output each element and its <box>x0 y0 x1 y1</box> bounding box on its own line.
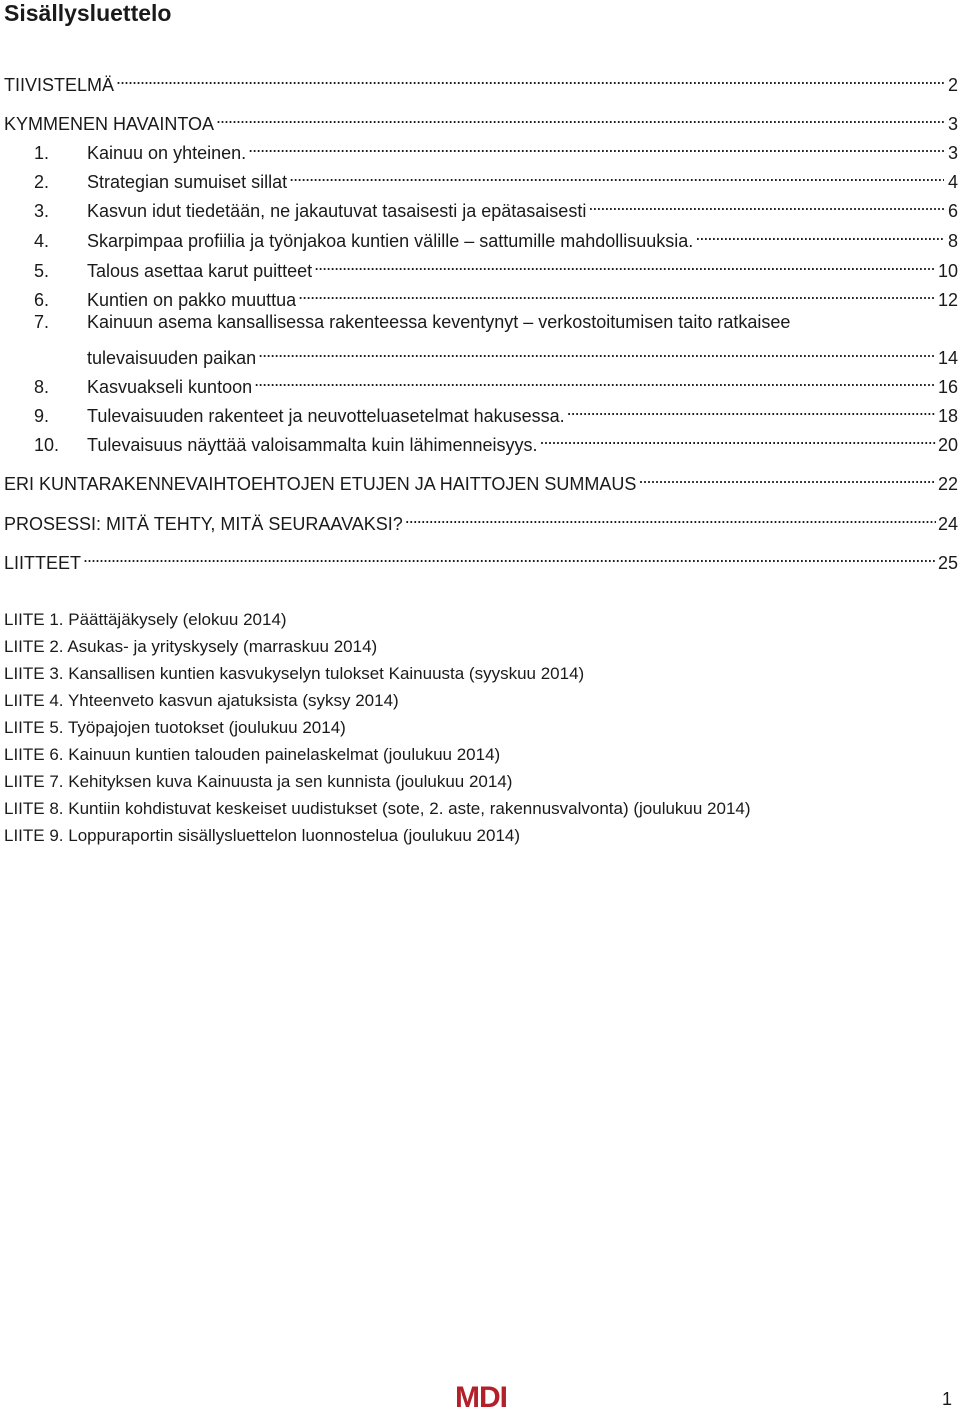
toc-entry-number: 1. <box>34 143 50 163</box>
toc-entry-page: 22 <box>937 474 958 494</box>
appendix-item <box>4 743 500 767</box>
toc-leader-dots <box>588 191 944 217</box>
appendix-item <box>4 608 287 632</box>
toc-entry-2[interactable] <box>34 162 960 192</box>
appendix-text: Kuntiin kohdistuvat keskeiset uudistukset (sote, 2. aste, rakennusvalvonta) (joulukuu 2014) <box>68 799 751 818</box>
toc-leader-dots <box>216 104 944 130</box>
appendix-item <box>4 797 751 821</box>
appendix-text: Kehityksen kuva Kainuusta ja sen kunnista (joulukuu 2014) <box>68 772 513 791</box>
toc-leader-dots <box>695 221 944 247</box>
appendix-label: LIITE 3. <box>4 664 64 683</box>
appendix-item <box>4 662 584 686</box>
appendix-text: Kansallisen kuntien kasvukyselyn tulokset Kainuusta (syyskuu 2014) <box>68 664 585 683</box>
toc-entry-number: 4. <box>34 231 50 251</box>
toc-leader-dots <box>248 133 944 159</box>
appendix-item <box>4 770 512 794</box>
toc-entry-title: PROSESSI: MITÄ TEHTY, MITÄ SEURAAVAKSI? <box>4 514 403 534</box>
toc-leader-dots <box>540 425 936 451</box>
toc-entry-title: Kainuu on yhteinen. <box>87 143 247 163</box>
appendix-item <box>4 689 399 713</box>
toc-entry-number: 5. <box>34 261 50 281</box>
appendix-label: LIITE 6. <box>4 745 64 764</box>
toc-entry-title: Skarpimpaa profiilia ja työnjakoa kuntien välille – sattumille mahdollisuuksia. <box>87 231 694 251</box>
appendix-label: LIITE 7. <box>4 772 64 791</box>
toc-entry-liitteet[interactable] <box>4 543 960 573</box>
toc-entry-title-continued: tulevaisuuden paikan <box>87 348 257 368</box>
toc-entry-number: 2. <box>34 172 50 192</box>
toc-entry-title: Tulevaisuuden rakenteet ja neuvotteluasetelmat hakusessa. <box>87 406 565 426</box>
toc-entry-number: 9. <box>34 406 50 426</box>
mdi-logo <box>450 1380 512 1412</box>
toc-entry-6[interactable] <box>34 280 960 310</box>
toc-entry-title: KYMMENEN HAVAINTOA <box>4 114 215 134</box>
page-title: Sisällysluettelo <box>4 0 172 26</box>
toc-entry-4[interactable] <box>34 221 960 251</box>
appendix-label: LIITE 2. <box>4 637 64 656</box>
appendix-text: Työpajojen tuotokset (joulukuu 2014) <box>67 718 346 737</box>
toc-entry-prosessi[interactable] <box>4 504 960 534</box>
toc-entry-9[interactable] <box>34 396 960 426</box>
toc-entry-page: 10 <box>937 261 958 281</box>
toc-entry-page: 24 <box>937 514 958 534</box>
appendix-label: LIITE 9. <box>4 826 64 845</box>
toc-entry-1[interactable] <box>34 133 960 163</box>
toc-entry-7[interactable] <box>34 309 960 335</box>
toc-entry-page: 6 <box>947 201 958 221</box>
toc-entry-title: Kainuun asema kansallisessa rakenteessa keventynyt – verkostoitumisen taito ratkaisee <box>87 312 791 332</box>
appendix-text: Loppuraportin sisällysluettelon luonnostelua (joulukuu 2014) <box>68 826 521 845</box>
toc-entry-number: 6. <box>34 290 50 310</box>
toc-leader-dots <box>638 464 936 490</box>
toc-entry-title: Strategian sumuiset sillat <box>87 172 288 192</box>
toc-entry-title: LIITTEET <box>4 553 82 573</box>
toc-entry-number: 8. <box>34 377 50 397</box>
toc-entry-page: 12 <box>937 290 958 310</box>
toc-entry-3[interactable] <box>34 191 960 221</box>
toc-entry-title: Talous asettaa karut puitteet <box>87 261 313 281</box>
appendix-label: LIITE 8. <box>4 799 64 818</box>
appendix-item <box>4 824 520 848</box>
appendix-label: LIITE 4. <box>4 691 64 710</box>
toc-entry-summaus[interactable] <box>4 464 960 494</box>
page-number: 1 <box>941 1389 952 1409</box>
toc-entry-5[interactable] <box>34 251 960 281</box>
toc-leader-dots <box>258 338 936 364</box>
toc-leader-dots <box>254 367 936 393</box>
toc-leader-dots <box>298 280 936 306</box>
toc-entry-title: ERI KUNTARAKENNEVAIHTOEHTOJEN ETUJEN JA HAITTOJEN SUMMAUS <box>4 474 637 494</box>
toc-leader-dots <box>567 396 936 422</box>
toc-leader-dots <box>83 543 936 569</box>
toc-leader-dots <box>289 162 944 188</box>
toc-entry-title: TIIVISTELMÄ <box>4 75 115 95</box>
toc-entry-page: 16 <box>937 377 958 397</box>
toc-entry-number: 3. <box>34 201 50 221</box>
appendix-item <box>4 635 377 659</box>
toc-entry-number: 7. <box>34 312 50 332</box>
appendix-label: LIITE 1. <box>4 610 64 629</box>
toc-entry-page: 18 <box>937 406 958 426</box>
toc-entry-number: 10. <box>34 435 60 455</box>
toc-entry-page: 14 <box>937 348 958 368</box>
toc-entry-10[interactable] <box>34 425 960 455</box>
appendix-text: Kainuun kuntien talouden painelaskelmat (joulukuu 2014) <box>68 745 501 764</box>
toc-leader-dots <box>314 251 936 277</box>
appendix-text: Asukas- ja yrityskysely (marraskuu 2014) <box>67 637 378 656</box>
toc-entry-page: 8 <box>947 231 958 251</box>
toc-entry-tiivistelma[interactable] <box>4 65 960 95</box>
toc-entry-page: 3 <box>947 114 958 134</box>
appendix-text: Päättäjäkysely (elokuu 2014) <box>68 610 287 629</box>
toc-entry-8[interactable] <box>34 367 960 397</box>
toc-entry-kymmenen-havaintoa[interactable] <box>4 104 960 134</box>
toc-leader-dots <box>405 504 936 530</box>
toc-entry-page: 3 <box>947 143 958 163</box>
toc-leader-dots <box>116 65 944 91</box>
toc-entry-page: 25 <box>937 553 958 573</box>
appendix-label: LIITE 5. <box>4 718 64 737</box>
toc-entry-page: 4 <box>947 172 958 192</box>
toc-entry-page: 2 <box>947 75 958 95</box>
appendix-item <box>4 716 346 740</box>
toc-entry-7-continued[interactable] <box>87 338 960 368</box>
mdi-logo-text: MDI <box>455 1381 507 1412</box>
toc-entry-title: Kasvuakseli kuntoon <box>87 377 253 397</box>
toc-entry-title: Kuntien on pakko muuttua <box>87 290 297 310</box>
appendix-text: Yhteenveto kasvun ajatuksista (syksy 2014) <box>67 691 399 710</box>
toc-entry-title: Kasvun idut tiedetään, ne jakautuvat tasaisesti ja epätasaisesti <box>87 201 587 221</box>
toc-entry-page: 20 <box>937 435 958 455</box>
toc-entry-title: Tulevaisuus näyttää valoisammalta kuin lähimenneisyys. <box>87 435 538 455</box>
